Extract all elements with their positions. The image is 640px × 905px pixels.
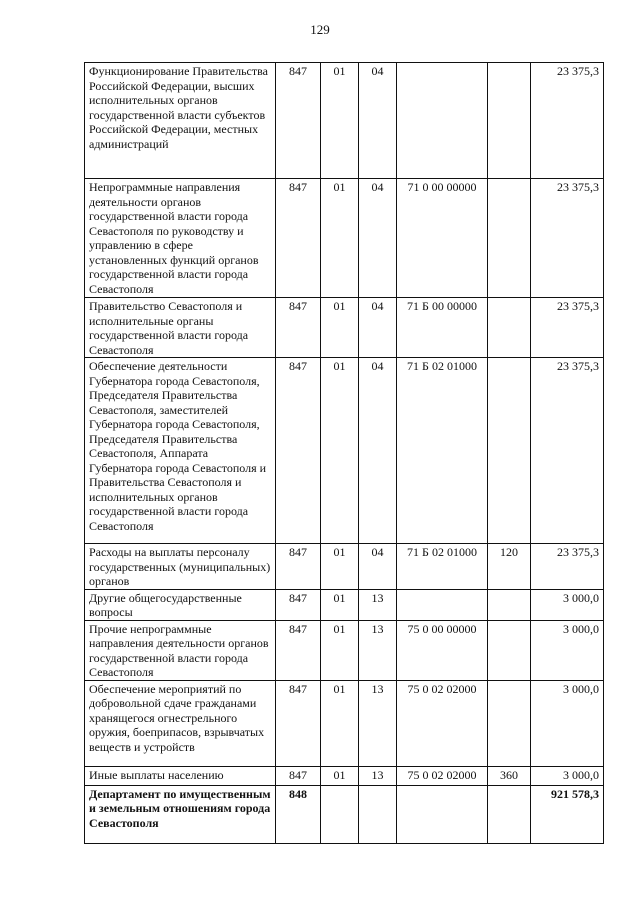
row-ved: 847 bbox=[276, 63, 321, 179]
row-sum: 3 000,0 bbox=[531, 680, 604, 766]
row-sum: 23 375,3 bbox=[531, 63, 604, 179]
row-name: Обеспечение деятельности Губернатора города Севастополя, Председателя Правительства Севастополя, заместителей Губернатора города Севастополя, Председателя Правительства Севастополя, Аппарата Губернатора города Севастополя и Правительства Севастополя и исполнительных органов государственной власти города Севастополя bbox=[85, 358, 276, 544]
row-name: Непрограммные направления деятельности органов государственной власти города Севастополя по руководству и управлению в сфере установленных функций органов государственной власти города Севастополя bbox=[85, 179, 276, 298]
row-ved: 847 bbox=[276, 298, 321, 358]
row-rz: 01 bbox=[321, 179, 359, 298]
row-sum: 23 375,3 bbox=[531, 179, 604, 298]
row-pr: 04 bbox=[359, 544, 397, 590]
row-name: Иные выплаты населению bbox=[85, 766, 276, 785]
table-row bbox=[85, 589, 604, 620]
row-ved: 848 bbox=[276, 785, 321, 843]
row-ved: 847 bbox=[276, 620, 321, 680]
row-csr: 75 0 00 00000 bbox=[397, 620, 488, 680]
row-ved: 847 bbox=[276, 766, 321, 785]
table-row bbox=[85, 766, 604, 785]
row-sum: 23 375,3 bbox=[531, 544, 604, 590]
row-pr: 04 bbox=[359, 298, 397, 358]
row-csr: 71 0 00 00000 bbox=[397, 179, 488, 298]
row-rz: 01 bbox=[321, 680, 359, 766]
table-row bbox=[85, 179, 604, 298]
row-sum: 23 375,3 bbox=[531, 298, 604, 358]
row-vr: 360 bbox=[488, 766, 531, 785]
row-rz: 01 bbox=[321, 298, 359, 358]
row-rz: 01 bbox=[321, 620, 359, 680]
row-csr bbox=[397, 63, 488, 179]
row-csr: 71 Б 02 01000 bbox=[397, 358, 488, 544]
row-ved: 847 bbox=[276, 680, 321, 766]
table-row bbox=[85, 785, 604, 843]
row-vr bbox=[488, 680, 531, 766]
row-vr bbox=[488, 785, 531, 843]
table-row bbox=[85, 680, 604, 766]
row-pr: 04 bbox=[359, 179, 397, 298]
row-vr bbox=[488, 179, 531, 298]
row-sum: 3 000,0 bbox=[531, 766, 604, 785]
table-row bbox=[85, 620, 604, 680]
row-name: Функционирование Правительства Российской Федерации, высших исполнительных органов государственной власти субъектов Российской Федерации, местных администраций bbox=[85, 63, 276, 179]
row-sum: 921 578,3 bbox=[531, 785, 604, 843]
row-rz: 01 bbox=[321, 589, 359, 620]
page-number: 129 bbox=[310, 22, 330, 37]
row-name: Правительство Севастополя и исполнительные органы государственной власти города Севастополя bbox=[85, 298, 276, 358]
row-name: Прочие непрограммные направления деятельности органов государственной власти города Севастополя bbox=[85, 620, 276, 680]
row-csr: 75 0 02 02000 bbox=[397, 680, 488, 766]
row-pr bbox=[359, 785, 397, 843]
row-rz: 01 bbox=[321, 544, 359, 590]
row-name: Обеспечение мероприятий по добровольной сдаче гражданами хранящегося огнестрельного оружия, боеприпасов, взрывчатых веществ и устройств bbox=[85, 680, 276, 766]
row-pr: 04 bbox=[359, 358, 397, 544]
row-name: Другие общегосударственные вопросы bbox=[85, 589, 276, 620]
row-rz bbox=[321, 785, 359, 843]
row-sum: 3 000,0 bbox=[531, 620, 604, 680]
row-ved: 847 bbox=[276, 589, 321, 620]
row-csr bbox=[397, 589, 488, 620]
table-row bbox=[85, 358, 604, 544]
row-pr: 13 bbox=[359, 680, 397, 766]
table-row bbox=[85, 298, 604, 358]
row-vr bbox=[488, 358, 531, 544]
row-vr bbox=[488, 589, 531, 620]
row-name: Департамент по имущественным и земельным отношениям города Севастополя bbox=[85, 785, 276, 843]
row-vr bbox=[488, 63, 531, 179]
row-vr bbox=[488, 298, 531, 358]
table-row bbox=[85, 544, 604, 590]
row-sum: 3 000,0 bbox=[531, 589, 604, 620]
row-vr: 120 bbox=[488, 544, 531, 590]
row-csr: 75 0 02 02000 bbox=[397, 766, 488, 785]
row-pr: 13 bbox=[359, 620, 397, 680]
row-pr: 04 bbox=[359, 63, 397, 179]
budget-table bbox=[84, 62, 604, 844]
row-csr: 71 Б 00 00000 bbox=[397, 298, 488, 358]
row-csr: 71 Б 02 01000 bbox=[397, 544, 488, 590]
row-ved: 847 bbox=[276, 358, 321, 544]
row-csr bbox=[397, 785, 488, 843]
row-rz: 01 bbox=[321, 766, 359, 785]
row-rz: 01 bbox=[321, 63, 359, 179]
row-rz: 01 bbox=[321, 358, 359, 544]
row-vr bbox=[488, 620, 531, 680]
row-pr: 13 bbox=[359, 766, 397, 785]
row-ved: 847 bbox=[276, 544, 321, 590]
row-name: Расходы на выплаты персоналу государственных (муниципальных) органов bbox=[85, 544, 276, 590]
row-sum: 23 375,3 bbox=[531, 358, 604, 544]
table-row bbox=[85, 63, 604, 179]
row-ved: 847 bbox=[276, 179, 321, 298]
row-pr: 13 bbox=[359, 589, 397, 620]
